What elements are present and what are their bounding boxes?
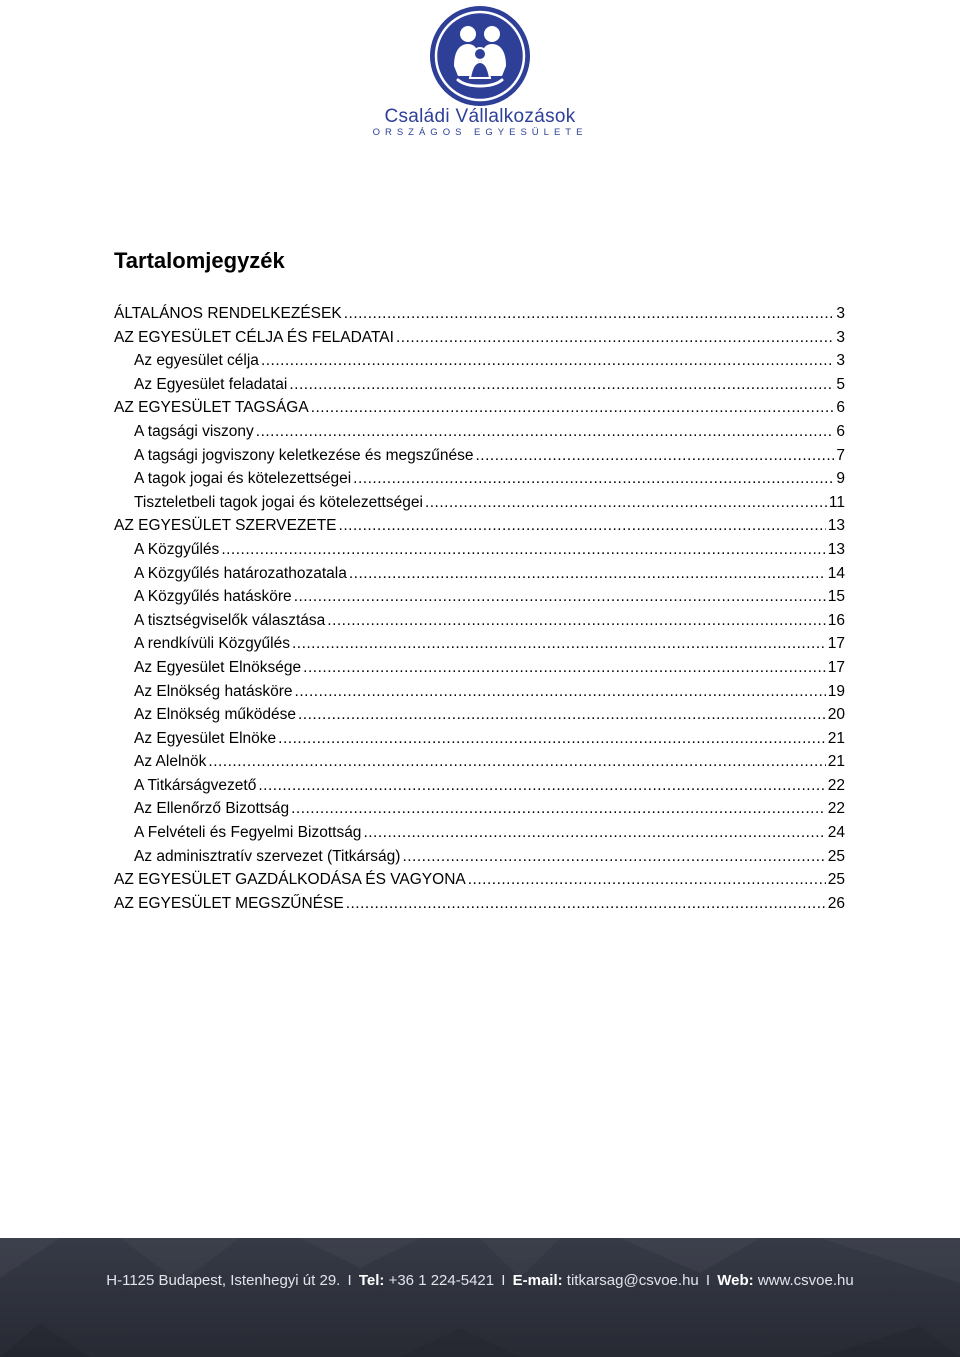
toc-entry-title: AZ EGYESÜLET MEGSZŰNÉSE xyxy=(114,894,344,912)
toc-dot-leader xyxy=(303,656,826,680)
toc-dot-leader xyxy=(339,514,826,538)
toc-entry-page: 3 xyxy=(836,352,845,370)
footer-web-link[interactable]: www.csvoe.hu xyxy=(757,1272,854,1289)
toc-entry-title: Tiszteletbeli tagok jogai és kötelezettségei xyxy=(134,493,423,511)
toc-entry-page: 25 xyxy=(827,871,845,889)
toc-entry-page: 21 xyxy=(827,753,845,771)
toc-entry-title: Az egyesület célja xyxy=(134,352,259,370)
toc-dot-leader xyxy=(256,420,835,444)
toc-entry[interactable] xyxy=(114,562,845,586)
toc-entry[interactable] xyxy=(114,444,845,468)
contact-line xyxy=(0,1272,960,1289)
toc-entry-title: Az Elnökség hatásköre xyxy=(134,682,293,700)
toc-entry[interactable] xyxy=(114,302,845,326)
toc-entry[interactable] xyxy=(114,774,845,798)
toc-entry[interactable] xyxy=(114,396,845,420)
toc-dot-leader xyxy=(468,868,826,892)
toc-entry[interactable] xyxy=(114,892,845,916)
footer-separator: I xyxy=(501,1272,506,1289)
toc-entry[interactable] xyxy=(114,491,845,515)
toc-entry-page: 7 xyxy=(836,446,845,464)
toc-dot-leader xyxy=(353,467,834,491)
toc-entry[interactable] xyxy=(114,467,845,491)
toc-entry[interactable] xyxy=(114,349,845,373)
toc-entry-page: 16 xyxy=(827,611,845,629)
toc-dot-leader xyxy=(425,491,827,515)
toc-entry-title: A tisztségviselők választása xyxy=(134,611,326,629)
toc-entry-page: 15 xyxy=(827,588,845,606)
toc-entry-page: 11 xyxy=(828,493,845,511)
toc-entry-page: 19 xyxy=(827,682,845,700)
toc-entry-title: AZ EGYESÜLET TAGSÁGA xyxy=(114,399,309,417)
toc-dot-leader xyxy=(327,609,825,633)
toc-entry-title: A rendkívüli Közgyűlés xyxy=(134,635,290,653)
family-logo-icon xyxy=(428,4,532,108)
toc-entry-page: 20 xyxy=(827,706,845,724)
toc-entry-title: A Közgyűlés xyxy=(134,540,220,558)
toc-dot-leader xyxy=(349,562,826,586)
toc-entry[interactable] xyxy=(114,514,845,538)
toc-dot-leader xyxy=(311,396,835,420)
toc-dot-leader xyxy=(221,538,825,562)
toc-entry[interactable] xyxy=(114,585,845,609)
toc-entry-title: AZ EGYESÜLET GAZDÁLKODÁSA ÉS VAGYONA xyxy=(114,871,466,889)
footer-separator: I xyxy=(705,1272,711,1289)
toc-dot-leader xyxy=(363,821,825,845)
toc-dot-leader xyxy=(295,680,826,704)
toc-entry-title: Az Ellenőrző Bizottság xyxy=(134,800,290,818)
toc-entry-page: 17 xyxy=(827,635,845,653)
toc-entry-page: 21 xyxy=(827,729,845,747)
toc-entry-page: 14 xyxy=(827,564,845,582)
footer-tel: +36 1 224-5421 xyxy=(388,1272,495,1289)
toc-dot-leader xyxy=(294,585,826,609)
toc-entry[interactable] xyxy=(114,656,845,680)
toc-entry-title: Az adminisztratív szervezet (Titkárság) xyxy=(134,847,401,865)
toc-entry[interactable] xyxy=(114,750,845,774)
toc-dot-leader xyxy=(278,727,826,751)
toc-entry-page: 22 xyxy=(827,800,845,818)
toc-entry-page: 26 xyxy=(827,894,845,912)
toc-entry[interactable] xyxy=(114,868,845,892)
footer-pattern xyxy=(0,1238,960,1357)
footer-web-label: Web: xyxy=(717,1272,754,1289)
page-title: Tartalomjegyzék xyxy=(114,248,285,273)
toc-entry-title: Az Egyesület Elnöke xyxy=(134,729,277,747)
footer-tel-label: Tel: xyxy=(358,1272,385,1289)
toc-entry-title: A Titkárságvezető xyxy=(134,776,257,794)
toc-entry-title: A Közgyűlés határozathozatala xyxy=(134,564,347,582)
footer-bar xyxy=(0,1238,960,1357)
toc-dot-leader xyxy=(475,444,834,468)
toc-entry[interactable] xyxy=(114,727,845,751)
footer-address: H-1125 Budapest, Istenhegyi út 29. xyxy=(106,1272,341,1289)
toc-entry-page: 3 xyxy=(836,305,845,322)
toc-dot-leader xyxy=(396,326,834,350)
toc-dot-leader xyxy=(346,892,826,916)
toc-entry-page: 22 xyxy=(827,776,845,794)
toc-entry[interactable] xyxy=(114,845,845,869)
toc-entry[interactable] xyxy=(114,538,845,562)
toc-entry-page: 6 xyxy=(836,399,845,417)
toc-entry-title: A tagsági viszony xyxy=(134,422,254,440)
footer-email-label: E-mail: xyxy=(512,1272,563,1289)
toc-entry[interactable] xyxy=(114,680,845,704)
toc-entry-page: 3 xyxy=(836,328,845,346)
toc-dot-leader xyxy=(261,349,834,373)
toc-entry-title: Az Elnökség működése xyxy=(134,706,296,724)
toc-entry[interactable] xyxy=(114,326,845,350)
toc-dot-leader xyxy=(208,750,825,774)
toc-entry-page: 13 xyxy=(827,517,845,535)
toc-entry-title: AZ EGYESÜLET CÉLJA ÉS FELADATAI xyxy=(114,328,394,346)
toc-dot-leader xyxy=(289,373,834,397)
toc-entry-page: 9 xyxy=(836,470,845,488)
toc-entry[interactable] xyxy=(114,632,845,656)
toc-dot-leader xyxy=(298,703,826,727)
toc-entry-page: 25 xyxy=(827,847,845,865)
toc-entry-title: Az Alelnök xyxy=(134,753,207,771)
toc-dot-leader xyxy=(258,774,825,798)
toc-entry-title: A Felvételi és Fegyelmi Bizottság xyxy=(134,824,362,842)
toc-entry-title: ÁLTALÁNOS RENDELKEZÉSEK xyxy=(114,305,342,322)
toc-entry-title: A tagok jogai és kötelezettségei xyxy=(134,470,352,488)
toc-dot-leader xyxy=(292,632,826,656)
toc-entry-page: 5 xyxy=(836,375,845,393)
toc-entry-page: 6 xyxy=(836,422,845,440)
footer-separator: I xyxy=(347,1272,352,1289)
toc-entry-title: A tagsági jogviszony keletkezése és megszűnése xyxy=(134,446,474,464)
toc-entry-page: 13 xyxy=(827,540,845,558)
footer-email-link[interactable]: titkarsag@csvoe.hu xyxy=(566,1272,699,1289)
toc-dot-leader xyxy=(402,845,825,869)
toc-entry-page: 17 xyxy=(827,658,845,676)
brand-subtitle: ORSZÁGOS EGYESÜLETE xyxy=(372,127,588,138)
toc-entry[interactable] xyxy=(114,420,845,444)
toc-entry-title: A Közgyűlés hatásköre xyxy=(134,588,292,606)
brand-name: Családi Vállalkozások xyxy=(384,106,576,127)
toc-entry[interactable] xyxy=(114,373,845,397)
toc-entry-title: Az Egyesület Elnöksége xyxy=(134,658,302,676)
table-of-contents xyxy=(114,302,845,915)
logo xyxy=(0,0,960,150)
toc-entry[interactable] xyxy=(114,821,845,845)
toc-dot-leader xyxy=(344,302,835,326)
toc-entry[interactable] xyxy=(114,797,845,821)
toc-entry-title: AZ EGYESÜLET SZERVEZETE xyxy=(114,517,337,535)
toc-entry[interactable] xyxy=(114,609,845,633)
toc-entry-page: 24 xyxy=(827,824,845,842)
toc-entry-title: Az Egyesület feladatai xyxy=(134,375,288,393)
toc-dot-leader xyxy=(291,797,826,821)
toc-entry[interactable] xyxy=(114,703,845,727)
